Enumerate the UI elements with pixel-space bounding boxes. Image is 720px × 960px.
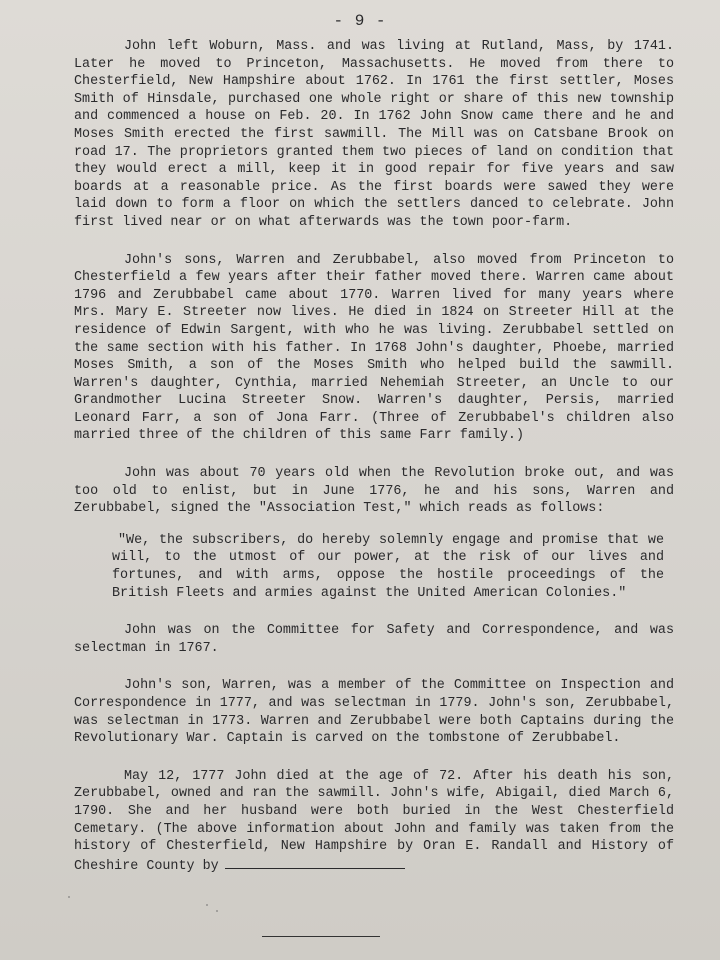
paragraph-revolution: John was about 70 years old when the Revolution broke out, and was too old to enlist, but in June 1776, he and his sons, Warren and Zerubbabel, signed the "Association Test," which reads as follows:: [74, 466, 674, 517]
document-body: [74, 38, 674, 895]
paragraph-johns-sons: John's sons, Warren and Zerubbabel, also moved from Princeton to Chesterfield a few years after their father moved there. Warren came about 1796 and Zerubbabel came about 1770. Warren lived for many years where Mrs. Mary E. Streeter now lives. He died in 1824 on Streeter Hill at the residence of Edwin Sargent, with who he was living. Zerubbabel settled on the same section with his father. In 1768 John's daughter, Phoebe, married Moses Smith, a son of the Moses Smith who helped build the sawmill. Warren's daughter, Cynthia, married Nehemiah Streeter, an Uncle to our Grandmother Lucina Streeter Snow. Warren's daughter, Persis, married Leonard Farr, a son of Jona Farr. (Three of Zerubbabel's children also married three of the children of this same Farr family.): [74, 252, 674, 444]
paragraph-committee-safety: John was on the Committee for Safety and Correspondence, and was selectman in 1767.: [74, 623, 674, 656]
page-number: - 9 -: [333, 12, 387, 30]
paragraph-warren-zerubbabel-offices: John's son, Warren, was a member of the Committee on Inspection and Correspondence in 1777, and was selectman in 1779. John's son, Zerubbabel, was selectman in 1773. Warren and Zerubbabel were both Captains during the Revolutionary War. Captain is carved on the tombstone of Zerubbabel.: [74, 678, 674, 747]
paper-speck: [216, 910, 218, 912]
paragraph-johns-death-text: May 12, 1777 John died at the age of 72. After his death his son, Zerubbabel, owned and ran the sawmill. John's wife, Abigail, died March 6, 1790. She and her husband were both buried in the West Chesterfield Cemetary. (The above information about John and family was taken from the history of Chesterfield, New Hampshire by Oran E. Randall and History of Cheshire County by: [74, 768, 674, 874]
bottom-rule: [262, 936, 380, 937]
blank-fill-line: [225, 856, 405, 869]
paragraph-john-settlement: John left Woburn, Mass. and was living at Rutland, Mass, by 1741. Later he moved to Princeton, Massachusetts. He moved from there to Chesterfield, New Hampshire about 1762. In 1761 the first settler, Moses Smith of Hinsdale, purchased one whole right or share of this new township and commenced a house on Feb. 20. In 1762 John Snow came there and he and Moses Smith erected the first sawmill. The Mill was on Catsbane Brook on road 17. The proprietors granted them two pieces of land on condition that they would erect a mill, keep it in good repair for five years and saw boards at a reasonable price. As the first boards were sawed they were laid down to form a floor on which the settlers danced to celebrate. John first lived near or on what afterwards was the town poor-farm.: [74, 39, 674, 230]
paper-speck: [206, 904, 208, 906]
paragraph-association-test-quote: "We, the subscribers, do hereby solemnly engage and promise that we will, to the utmost of our power, at the risk of our lives and fortunes, and with arms, oppose the hostile proceedings of the British Fleets and armies against the United American Colonies.": [112, 532, 664, 601]
paragraph-johns-death: [74, 768, 674, 876]
paper-speck: [68, 896, 70, 898]
